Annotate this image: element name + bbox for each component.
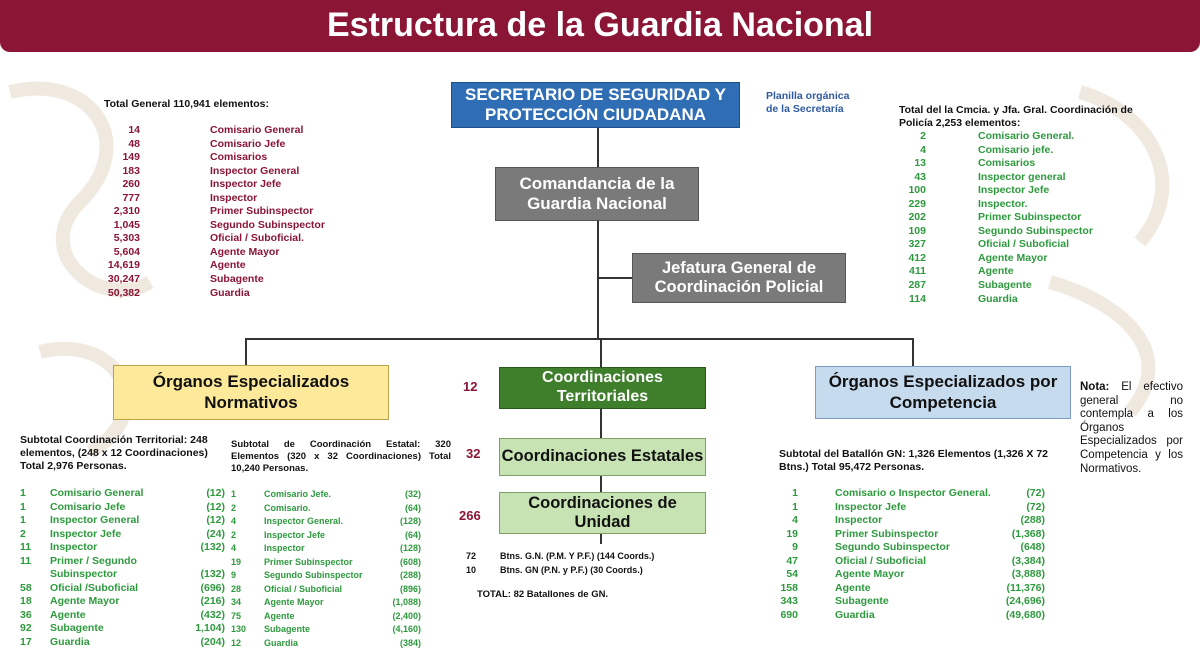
- total-value: (128): [399, 516, 421, 527]
- estatal-row: [231, 502, 421, 516]
- count-value: 34: [231, 597, 242, 608]
- rank-label: Comisario.: [264, 502, 311, 513]
- rank-label: Agente: [835, 581, 871, 594]
- estatal-row: [231, 529, 421, 543]
- batallones-row: [466, 565, 706, 579]
- count-value: 2: [231, 529, 237, 540]
- count-value: 28: [231, 583, 242, 594]
- connector-line: [245, 338, 247, 365]
- count-value: 2: [20, 527, 26, 540]
- rank-label: Inspector General: [210, 164, 300, 177]
- territorial-row: [20, 582, 225, 596]
- total-value: (12): [206, 514, 225, 527]
- rank-label: Comisarios: [978, 157, 1036, 170]
- total-cmcia-row: [900, 238, 1140, 252]
- count-value: 777: [122, 191, 140, 204]
- count-value: 19: [786, 527, 798, 540]
- total-value: (32): [404, 489, 421, 499]
- count-value: 9: [231, 570, 237, 581]
- rank-label: Inspector Jefe: [210, 178, 282, 191]
- estatal-row: [231, 583, 421, 597]
- territorial-row: [20, 514, 225, 528]
- rank-label: Subinspector: [50, 568, 118, 581]
- rank-label: Comisario Jefe: [50, 500, 126, 513]
- rank-label: Inspector Jefe: [978, 184, 1050, 197]
- coord-unidad-count: 266: [459, 508, 481, 523]
- estatal-row: [231, 623, 421, 637]
- estatal-row: [231, 610, 421, 624]
- estatal-row: [231, 569, 421, 583]
- coord-estatales-box: [499, 438, 706, 476]
- count-value: 109: [908, 224, 926, 237]
- coord-estatales-count: 32: [466, 446, 481, 461]
- total-cmcia-list: [900, 130, 1140, 306]
- jefatura-box: [632, 253, 846, 303]
- rank-label: Inspector general: [978, 170, 1066, 183]
- rank-label: Agente Mayor: [50, 595, 120, 608]
- total-value: (288): [399, 570, 421, 581]
- coord-unidad-box: [499, 492, 706, 534]
- count-value: 2,310: [113, 205, 140, 218]
- total-value: (11,376): [1006, 581, 1045, 594]
- count-value: 5,604: [113, 245, 140, 258]
- rank-label: Subagente: [50, 622, 104, 635]
- rank-label: Agente: [50, 608, 86, 621]
- rank-label: Comisario General.: [978, 130, 1075, 142]
- count-value: 13: [914, 157, 926, 170]
- total-value: (72): [1026, 487, 1045, 499]
- coord-estatales-label: Coordinaciones Estatales: [501, 447, 704, 466]
- comandancia-label: Comandancia de la Guardia Nacional: [519, 173, 675, 213]
- total-cmcia-row: [900, 157, 1140, 171]
- rank-label: Guardia: [835, 608, 875, 621]
- rank-label: Comisario jefe.: [978, 143, 1054, 156]
- total-general-row: [80, 273, 360, 287]
- rank-label: Comisarios: [210, 151, 268, 164]
- total-cmcia-row: [900, 293, 1140, 307]
- count-value: 1: [231, 489, 237, 499]
- rank-label: Agente Mayor: [978, 251, 1048, 264]
- rank-label: Agente Mayor: [835, 568, 905, 581]
- rank-label: Guardia: [264, 638, 299, 649]
- count-value: 19: [231, 556, 242, 567]
- secretary-box: [451, 82, 740, 128]
- coord-unidad-label: Coordinaciones de Unidad: [528, 493, 677, 531]
- count-value: 229: [908, 197, 926, 210]
- count-value: 9: [792, 541, 798, 554]
- batallones-row: [466, 551, 706, 565]
- count-value: 202: [908, 211, 926, 224]
- estatal-row: [231, 542, 421, 556]
- count-value: 10: [466, 564, 477, 575]
- total-value: (648): [1020, 541, 1045, 554]
- rank-label: Primer Subinspector: [978, 211, 1082, 224]
- rank-label: Agente Mayor: [210, 245, 280, 258]
- jefatura-label: Jefatura General de Coordinación Policial: [654, 258, 824, 296]
- batallon-row: [770, 568, 1045, 582]
- total-value: (128): [399, 543, 421, 554]
- total-value: (432): [200, 608, 225, 621]
- total-general-row: [80, 246, 360, 260]
- rank-label: Inspector Jefe: [50, 527, 122, 540]
- rank-label: Oficial / Suboficial: [835, 554, 927, 567]
- count-value: 183: [122, 164, 140, 177]
- total-cmcia-row: [900, 184, 1140, 198]
- organos-competencia-box: [815, 366, 1071, 419]
- count-value: 412: [908, 251, 926, 264]
- count-value: 18: [20, 595, 32, 608]
- rank-label: Guardia: [50, 636, 90, 649]
- territorial-row: [20, 622, 225, 636]
- count-value: 5,303: [113, 232, 140, 245]
- count-value: 1: [20, 487, 26, 499]
- count-value: 92: [20, 622, 32, 635]
- rank-label: Inspector Jefe: [264, 529, 326, 540]
- total-value: (132): [200, 541, 225, 554]
- count-value: 12: [231, 638, 242, 649]
- total-general-row: [80, 165, 360, 179]
- total-value: 1,104): [195, 622, 225, 635]
- secretary-note: Planilla orgánica de la Secretaría: [766, 90, 850, 115]
- rank-label: Segundo Subinspector: [978, 224, 1093, 237]
- coord-territoriales-box: [499, 367, 706, 409]
- total-value: (64): [404, 502, 421, 513]
- count-value: 47: [786, 554, 798, 567]
- rank-label: Inspector: [835, 514, 883, 527]
- count-value: 4: [920, 143, 926, 156]
- count-value: 114: [909, 292, 926, 305]
- connector-line: [600, 409, 602, 439]
- count-value: 75: [231, 610, 242, 621]
- rank-label: Comisario o Inspector General.: [835, 487, 991, 499]
- rank-label: Oficial /Suboficial: [50, 581, 139, 594]
- connector-line: [600, 534, 602, 544]
- rank-label: Primer / Segundo: [50, 554, 137, 567]
- rank-label: Oficial / Suboficial: [264, 583, 343, 594]
- territorial-row: [20, 541, 225, 555]
- organos-normativos-box: [113, 365, 389, 420]
- estatal-row: [231, 596, 421, 610]
- rank-label: Guardia: [978, 292, 1018, 305]
- rank-label: Segundo Subinspector: [835, 541, 950, 554]
- batallon-row: [770, 595, 1045, 609]
- count-value: 17: [20, 636, 32, 649]
- total-value: (24,696): [1005, 595, 1045, 608]
- count-value: 690: [780, 608, 798, 621]
- connector-line: [600, 475, 602, 492]
- count-value: 287: [908, 279, 926, 292]
- total-general-row: [80, 192, 360, 206]
- connector-line: [912, 338, 914, 366]
- territorial-row: [20, 555, 225, 569]
- count-value: 343: [780, 595, 798, 608]
- rank-label: Segundo Subinspector: [210, 218, 325, 231]
- total-general-row: [80, 219, 360, 233]
- count-value: 30,247: [107, 273, 140, 286]
- territorial-row: [20, 528, 225, 542]
- rank-label: Subagente: [264, 624, 311, 635]
- total-general-row: [80, 259, 360, 273]
- estatal-row: [231, 637, 421, 651]
- rank-label: Subagente: [978, 279, 1032, 292]
- total-value: (49,680): [1005, 608, 1045, 621]
- estatal-list: [231, 488, 421, 651]
- rank-label: Inspector: [50, 541, 98, 554]
- territorial-title: Subtotal Coordinación Territorial: 248 elementos, (248 x 12 Coordinaciones) Total 2,976 Personas.: [20, 434, 208, 472]
- batallon-row: [770, 555, 1045, 569]
- count-value: 54: [786, 568, 798, 581]
- rank-label: Inspector: [210, 191, 258, 204]
- total-value: (896): [399, 583, 421, 594]
- rank-label: Comisario General: [50, 487, 144, 499]
- batallon-row: [770, 609, 1045, 623]
- estatal-row: [231, 488, 421, 502]
- rank-label: Oficial / Suboficial.: [210, 232, 304, 245]
- total-value: (24): [206, 527, 225, 540]
- count-value: 11: [20, 541, 32, 554]
- rank-label: Guardia: [210, 286, 250, 299]
- count-value: 11: [20, 554, 32, 567]
- rank-label: Agente: [210, 259, 246, 272]
- total-value: (12): [206, 500, 225, 513]
- rank-label: Comisario Jefe.: [264, 489, 332, 499]
- connector-line: [600, 338, 602, 367]
- connector-line: [245, 338, 914, 340]
- count-value: 1,045: [113, 218, 140, 231]
- rank-label: Segundo Subinspector: [264, 570, 363, 581]
- total-value: (3,888): [1011, 568, 1045, 581]
- total-value: (64): [404, 529, 421, 540]
- rank-label: Agente: [978, 265, 1014, 278]
- batallon-row: [770, 514, 1045, 528]
- count-value: 14: [128, 124, 140, 136]
- total-cmcia-row: [900, 144, 1140, 158]
- count-value: 4: [792, 514, 798, 527]
- total-value: (132): [200, 568, 225, 581]
- secretary-label: SECRETARIO DE SEGURIDAD Y PROTECCIÓN CIUDADANA: [464, 84, 727, 124]
- estatal-row: [231, 515, 421, 529]
- count-value: 158: [780, 581, 798, 594]
- total-general-row: [80, 287, 360, 301]
- estatal-row: [231, 556, 421, 570]
- rank-label: Subagente: [210, 273, 264, 286]
- count-value: 1: [20, 500, 26, 513]
- total-value: (1,088): [392, 597, 421, 608]
- rank-label: Agente: [264, 610, 295, 621]
- count-value: 260: [122, 178, 140, 191]
- nota-body: El efectivo general no contempla a los Órganos Especializados por Competencia y los Normativos.: [1080, 381, 1183, 475]
- total-value: (12): [206, 487, 225, 499]
- total-value: (4,160): [392, 624, 421, 635]
- total-value: (1,368): [1011, 527, 1045, 540]
- count-value: 2: [920, 130, 926, 142]
- batallon-row: [770, 501, 1045, 515]
- coord-territoriales-count: 12: [463, 379, 478, 394]
- total-general-title: Total General 110,941 elementos:: [104, 98, 269, 110]
- total-value: (608): [399, 556, 421, 567]
- connector-line: [597, 128, 599, 167]
- total-general-row: [80, 205, 360, 219]
- connector-line: [597, 221, 599, 339]
- coord-territoriales-label: Coordinaciones Territoriales: [542, 369, 663, 405]
- count-value: 36: [20, 608, 32, 621]
- count-value: 130: [231, 624, 247, 635]
- rank-label: Inspector General: [50, 514, 140, 527]
- batallon-row: [770, 541, 1045, 555]
- rank-label: Primer Subinspector: [210, 205, 314, 218]
- total-value: (72): [1026, 500, 1045, 513]
- organos-competencia-label: Órganos Especializados por Competencia: [828, 372, 1058, 412]
- connector-line: [598, 277, 632, 279]
- count-value: 4: [231, 543, 237, 554]
- total-general-row: [80, 138, 360, 152]
- rank-label: Primer Subinspector: [835, 527, 939, 540]
- territorial-row: [20, 487, 225, 501]
- total-cmcia-row: [900, 252, 1140, 266]
- territorial-row: [20, 501, 225, 515]
- count-value: 14,619: [107, 259, 140, 272]
- rank-label: Inspector: [264, 543, 305, 554]
- total-cmcia-row: [900, 225, 1140, 239]
- territorial-row: [20, 595, 225, 609]
- total-general-row: [80, 124, 360, 138]
- batallones-total: TOTAL: 82 Batallones de GN.: [477, 589, 609, 600]
- organos-normativos-label: Órganos Especializados Normativos: [152, 372, 350, 412]
- rank-label: Inspector Jefe: [835, 500, 907, 513]
- total-cmcia-row: [900, 171, 1140, 185]
- rank-label: Btns. G.N. (P.M. Y P.F.) (144 Coords.): [500, 551, 655, 561]
- count-value: 43: [914, 170, 926, 183]
- count-value: 1: [20, 514, 26, 527]
- batallon-row: [770, 582, 1045, 596]
- total-general-row: [80, 178, 360, 192]
- territorial-row: [20, 636, 225, 650]
- batallon-row: [770, 487, 1045, 501]
- count-value: 2: [231, 502, 237, 513]
- rank-label: Subagente: [835, 595, 889, 608]
- total-general-row: [80, 151, 360, 165]
- total-value: (288): [1020, 514, 1045, 527]
- nota-label: Nota:: [1080, 381, 1110, 393]
- total-value: (2,400): [392, 610, 421, 621]
- batallon-list: [770, 487, 1045, 622]
- total-cmcia-row: [900, 198, 1140, 212]
- batallon-row: [770, 528, 1045, 542]
- rank-label: Agente Mayor: [264, 597, 324, 608]
- count-value: 72: [466, 551, 477, 561]
- count-value: 149: [122, 151, 140, 164]
- count-value: 48: [128, 137, 140, 150]
- count-value: 411: [909, 265, 926, 278]
- total-value: (204): [200, 636, 225, 649]
- total-value: (3,384): [1011, 554, 1045, 567]
- total-general-row: [80, 232, 360, 246]
- batallon-title: Subtotal del Batallón GN: 1,326 Elementos (1,326 X 72 Btns.) Total 95,472 Personas.: [779, 448, 1049, 473]
- rank-label: Btns. GN (P.N. y P.F.) (30 Coords.): [500, 564, 643, 575]
- rank-label: Inspector.: [978, 197, 1028, 210]
- count-value: 4: [231, 516, 237, 527]
- territorial-row: [20, 609, 225, 623]
- total-cmcia-row: [900, 211, 1140, 225]
- count-value: 50,382: [107, 286, 140, 299]
- rank-label: Primer Subinspector: [264, 556, 353, 567]
- estatal-title: Subtotal de Coordinación Estatal: 320 Elementos (320 x 32 Coordinaciones) Total 10,240 Personas.: [231, 439, 451, 474]
- territorial-row: [20, 568, 225, 582]
- territorial-list: [20, 487, 225, 650]
- rank-label: Comisario Jefe: [210, 137, 286, 150]
- rank-label: Inspector General.: [264, 516, 344, 527]
- total-value: (216): [200, 595, 225, 608]
- total-value: (384): [399, 638, 421, 649]
- total-general-list: [80, 124, 360, 300]
- total-cmcia-row: [900, 279, 1140, 293]
- count-value: 58: [20, 581, 32, 594]
- count-value: 1: [792, 487, 798, 499]
- total-value: (696): [200, 581, 225, 594]
- total-cmcia-title: Total del la Cmcia. y Jfa. Gral. Coordinación de Policía 2,253 elementos:: [899, 104, 1133, 129]
- count-value: 100: [908, 184, 926, 197]
- count-value: 1: [792, 500, 798, 513]
- page-title: Estructura de la Guardia Nacional: [0, 0, 1200, 52]
- comandancia-box: [495, 167, 699, 221]
- batallones-list: [466, 551, 706, 578]
- total-cmcia-row: [900, 130, 1140, 144]
- nota-text: [1080, 381, 1183, 476]
- rank-label: Oficial / Suboficial: [978, 238, 1070, 251]
- rank-label: Comisario General: [210, 124, 304, 136]
- count-value: 327: [908, 238, 926, 251]
- total-cmcia-row: [900, 265, 1140, 279]
